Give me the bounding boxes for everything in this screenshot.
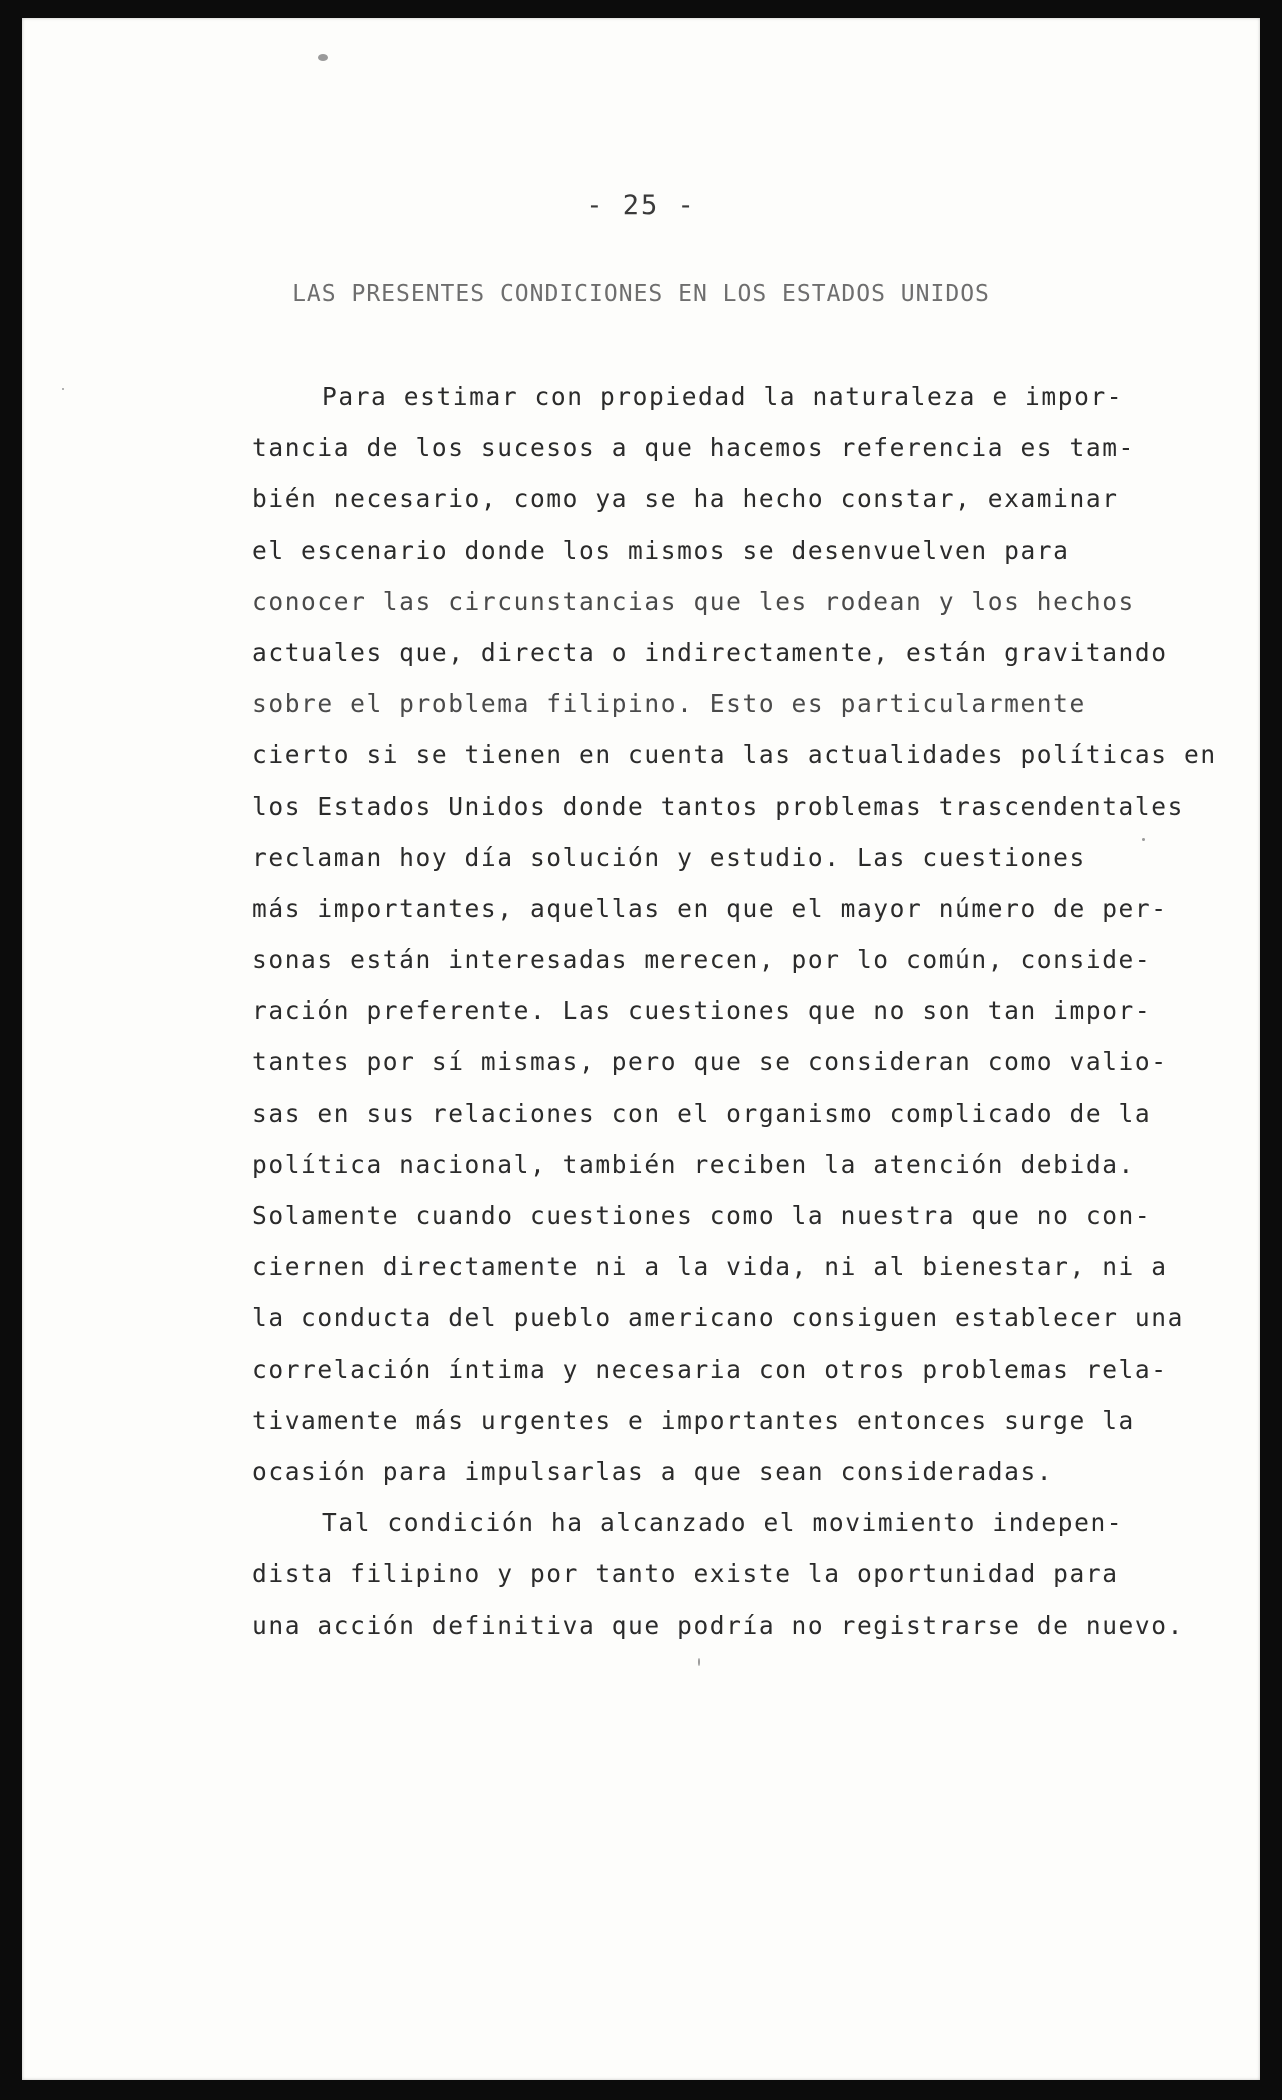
text-line: Para estimar con propiedad la naturaleza e impor- xyxy=(322,382,1124,411)
text-line: conocer las circunstancias que les rodean y los hechos xyxy=(252,586,1135,616)
text-line: la conducta del pueblo americano consiguen establecer una xyxy=(252,1303,1184,1333)
text-line: ración preferente. Las cuestiones que no son tan impor- xyxy=(252,996,1152,1026)
text-line: ciernen directamente ni a la vida, ni al bienestar, ni a xyxy=(252,1252,1168,1282)
section-heading: LAS PRESENTES CONDICIONES EN LOS ESTADOS UNIDOS xyxy=(292,281,990,307)
text-line: los Estados Unidos donde tantos problemas trascendentales xyxy=(252,791,1184,821)
text-line: actuales que, directa o indirectamente, están gravitando xyxy=(252,637,1168,667)
text-line: política nacional, también reciben la atención debida. xyxy=(252,1149,1135,1179)
paper-speck xyxy=(698,1658,700,1666)
text-line: tantes por sí mismas, pero que se consideran como valio- xyxy=(252,1047,1168,1077)
text-line: bién necesario, como ya se ha hecho constar, examinar xyxy=(252,484,1119,514)
text-line: tancia de los sucesos a que hacemos referencia es tam- xyxy=(252,433,1135,463)
text-line: Tal condición ha alcanzado el movimiento indepen- xyxy=(322,1508,1124,1538)
text-line: sas en sus relaciones con el organismo complicado de la xyxy=(252,1098,1152,1128)
text-line: sonas están interesadas merecen, por lo común, conside- xyxy=(252,945,1152,975)
paper-speck xyxy=(318,54,328,61)
document-page xyxy=(22,18,1260,2080)
text-line: reclaman hoy día solución y estudio. Las cuestiones xyxy=(252,842,1086,872)
text-line: sobre el problema filipino. Esto es particularmente xyxy=(252,689,1086,719)
page-number: - 25 - xyxy=(586,190,696,221)
text-line: Solamente cuando cuestiones como la nuestra que no con- xyxy=(252,1201,1152,1230)
text-line: el escenario donde los mismos se desenvuelven para xyxy=(252,535,1070,565)
text-line: cierto si se tienen en cuenta las actualidades políticas en xyxy=(252,740,1217,770)
paper-speck xyxy=(62,388,64,390)
text-line: una acción definitiva que podría no registrarse de nuevo. xyxy=(252,1610,1184,1640)
text-line: más importantes, aquellas en que el mayor número de per- xyxy=(252,893,1168,923)
text-line: dista filipino y por tanto existe la oportunidad para xyxy=(252,1559,1119,1589)
body-text xyxy=(252,371,1232,1651)
text-line: correlación íntima y necesaria con otros problemas rela- xyxy=(252,1354,1168,1384)
paper-speck xyxy=(1142,838,1145,841)
text-line: ocasión para impulsarlas a que sean consideradas. xyxy=(252,1456,1054,1486)
text-line: tivamente más urgentes e importantes entonces surge la xyxy=(252,1405,1135,1435)
